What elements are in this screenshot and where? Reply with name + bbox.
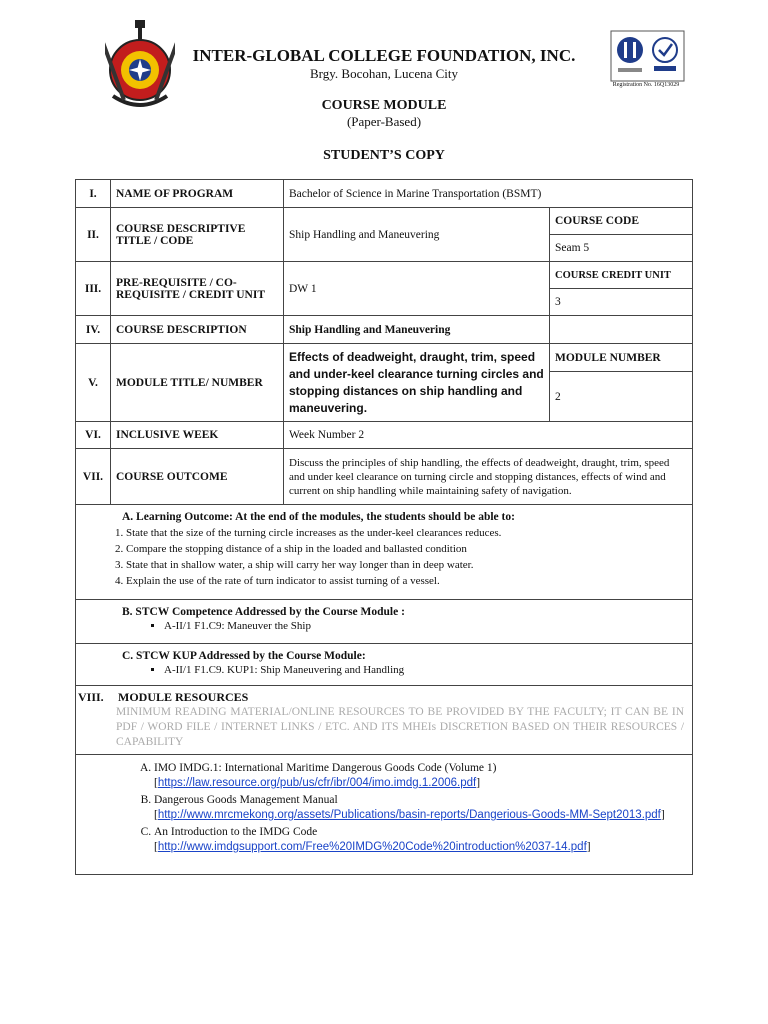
stcw-competence-heading: B. STCW Competence Addressed by the Course Module : <box>122 606 405 618</box>
list-item: ▪ A-II/1 F1.C9. KUP1: Ship Maneuvering and Handling <box>164 664 684 676</box>
resource-link[interactable]: http://www.mrcmekong.org/assets/Publications/basin-reports/Dangerious-Goods-MM-Sept2013.pdf <box>157 809 661 821</box>
table-row <box>76 422 693 449</box>
empty-cell <box>550 316 693 344</box>
college-address: Brgy. Bocohan, Lucena City <box>309 66 459 81</box>
list-item: C. An Introduction to the IMDG Code [http://www.imdgsupport.com/Free%20IMDG%20Code%20introduction%2037-14.pdf] <box>154 825 684 855</box>
module-title-value: Effects of deadweight, draught, trim, speed and under-keel clearance turning circles and stopping distances on ship handling and maneuvering. <box>284 344 550 422</box>
row-label: MODULE TITLE/ NUMBER <box>111 344 284 422</box>
row-label: COURSE DESCRIPTION <box>111 316 284 344</box>
table-row <box>76 316 693 344</box>
row-label: COURSE DESCRIPTIVE TITLE / CODE <box>111 208 284 262</box>
registration-number: Registration No. 16Q13029 <box>612 82 680 88</box>
stcw-kup-list <box>84 664 684 676</box>
resource-title: IMO IMDG.1: International Maritime Dangerous Goods Code (Volume 1) <box>154 762 497 774</box>
module-resources-section <box>76 686 693 755</box>
row-number: V. <box>76 344 111 422</box>
table-row <box>76 180 693 208</box>
row-number: VIII. <box>78 690 104 704</box>
list-item: 2. Compare the stopping distance of a ship in the loaded and ballasted condition <box>126 541 684 557</box>
module-title: COURSE MODULE <box>321 98 447 113</box>
course-code-value: Seam 5 <box>550 235 693 262</box>
prerequisite-value: DW 1 <box>284 262 550 316</box>
resources-list <box>84 761 684 855</box>
list-item: A. IMO IMDG.1: International Maritime Dangerous Goods Code (Volume 1) [https://law.resource.org/pub/us/cfr/ibr/004/imo.imdg.1.2006.pdf] <box>154 761 684 791</box>
table-row <box>76 505 693 600</box>
row-number: II. <box>76 208 111 262</box>
credit-unit-label: COURSE CREDIT UNIT <box>550 262 693 289</box>
stcw-kup-heading: C. STCW KUP Addressed by the Course Module: <box>122 650 366 662</box>
row-number: III. <box>76 262 111 316</box>
resources-note: MINIMUM READING MATERIAL/ONLINE RESOURCES TO BE PROVIDED BY THE FACULTY; IT CAN BE IN PDF / WORD FILE / INTERNET LINKS / ETC. AND ITS MHEIs DISCRETION BASED ON THEIR RESOURCES / CAPABILITY <box>116 706 685 748</box>
course-outcome: Discuss the principles of ship handling, the effects of deadweight, draught, trim, speed and under keel clearance on turning circle and stopping distances, effects of wind and current on ship handling while maintaining safety of navigation. <box>284 449 693 505</box>
row-number: VII. <box>76 449 111 505</box>
stcw-kup-section <box>76 644 693 686</box>
copy-label: STUDENT’S COPY <box>323 148 445 163</box>
row-label: NAME OF PROGRAM <box>111 180 284 208</box>
row-label: COURSE OUTCOME <box>111 449 284 505</box>
table-row <box>76 686 693 755</box>
table-row <box>76 344 693 372</box>
table-row <box>76 262 693 289</box>
row-number: VI. <box>76 422 111 449</box>
stcw-competence-list <box>84 620 684 632</box>
row-label: PRE-REQUISITE / CO-REQUISITE / CREDIT UNIT <box>111 262 284 316</box>
module-subtitle: (Paper-Based) <box>346 114 422 129</box>
resource-link[interactable]: https://law.resource.org/pub/us/cfr/ibr/004/imo.imdg.1.2006.pdf <box>157 777 477 789</box>
module-number-label: MODULE NUMBER <box>550 344 693 372</box>
row-label: INCLUSIVE WEEK <box>111 422 284 449</box>
course-code-label: COURSE CODE <box>550 208 693 235</box>
resources-list-section <box>76 755 693 875</box>
list-item: 3. State that in shallow water, a ship will carry her way longer than in deep water. <box>126 557 684 573</box>
list-item: B. Dangerous Goods Management Manual [http://www.mrcmekong.org/assets/Publications/basin-reports/Dangerious-Goods-MM-Sept2013.pdf] <box>154 793 684 823</box>
resource-title: An Introduction to the IMDG Code <box>154 826 318 838</box>
course-title: Ship Handling and Maneuvering <box>284 208 550 262</box>
row-label: MODULE RESOURCES <box>118 690 249 704</box>
course-module-table <box>75 179 693 875</box>
learning-outcome-heading: A. Learning Outcome: At the end of the modules, the students should be able to: <box>122 511 515 523</box>
table-row <box>76 755 693 875</box>
college-name: INTER-GLOBAL COLLEGE FOUNDATION, INC. <box>192 46 576 65</box>
learning-outcome-list <box>84 525 684 589</box>
row-number: I. <box>76 180 111 208</box>
list-item: 4. Explain the use of the rate of turn indicator to assist turning of a vessel. <box>126 573 684 589</box>
table-row <box>76 600 693 644</box>
resource-title: Dangerous Goods Management Manual <box>154 794 338 806</box>
list-item: 1. State that the size of the turning circle increases as the under-keel clearances reduces. <box>126 525 684 541</box>
table-row <box>76 644 693 686</box>
resource-link[interactable]: http://www.imdgsupport.com/Free%20IMDG%20Code%20introduction%2037-14.pdf <box>157 841 587 853</box>
stcw-competence-section <box>76 600 693 644</box>
row-number: IV. <box>76 316 111 344</box>
credit-unit-value: 3 <box>550 289 693 316</box>
course-description: Ship Handling and Maneuvering <box>284 316 550 344</box>
list-item: ▪ A-II/1 F1.C9: Maneuver the Ship <box>164 620 684 632</box>
table-row <box>76 208 693 235</box>
program-name: Bachelor of Science in Marine Transportation (BSMT) <box>284 180 693 208</box>
module-number-value: 2 <box>550 372 693 422</box>
table-row <box>76 449 693 505</box>
learning-outcome-section <box>76 505 693 600</box>
inclusive-week: Week Number 2 <box>284 422 693 449</box>
